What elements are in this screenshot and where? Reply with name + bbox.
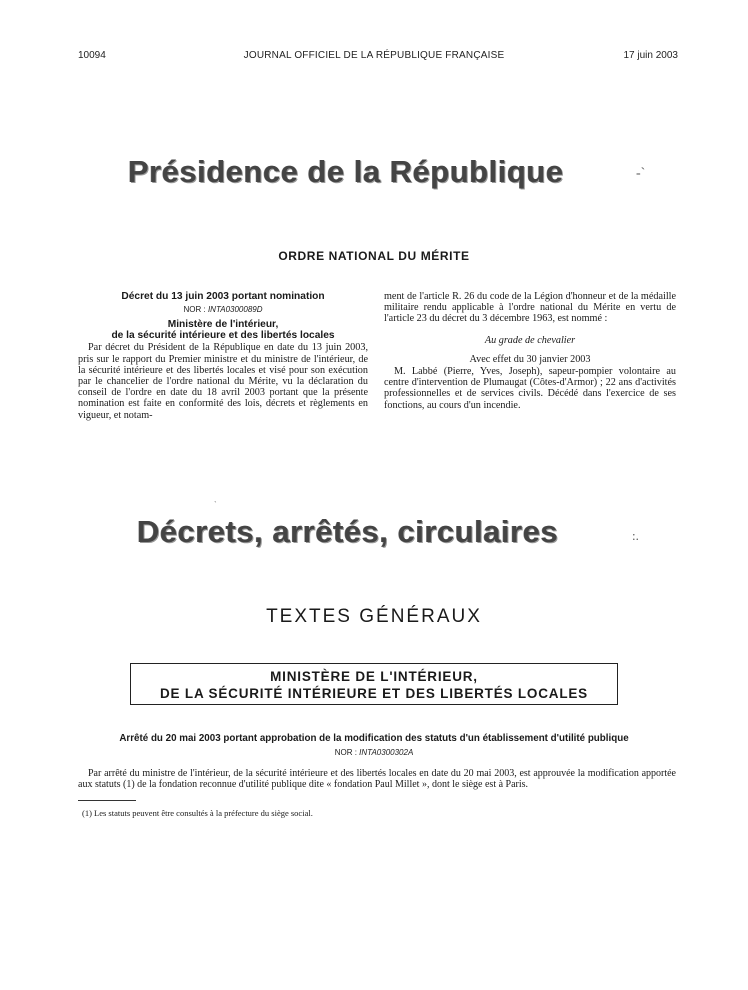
decree-title: Décret du 13 juin 2003 portant nomination [121, 291, 325, 302]
arrete-body: Par arrêté du ministre de l'intérieur, de la sécurité intérieure et des libertés locales en date du 20 mai 2003, est approuvée la modification apportée aux statuts (1) de la fondation reconnue d'utilité publique dite « fondation Paul Millet », dont le siège est à Paris. [78, 768, 676, 790]
decree-nominee: M. Labbé (Pierre, Yves, Joseph), sapeur-pompier volontaire au centre d'intervention de Plumaugat (Côtes-d'Armor) ; 22 ans d'activités professionnelles et de services civils. Décédé dans l'exercice de ses fonctions, au cours d'un incendie. [384, 366, 676, 411]
journal-title: JOURNAL OFFICIEL DE LA RÉPUBLIQUE FRANÇAISE [243, 50, 505, 61]
subsection-heading-ordre: ORDRE NATIONAL DU MÉRITE [278, 249, 470, 263]
decree-right-column [384, 291, 676, 411]
decree-ministry-line1: Ministère de l'intérieur, [167, 319, 279, 331]
heading-mark: -` [636, 166, 646, 181]
nor-code: INTA0300089D [207, 305, 263, 315]
decree-body-right: ment de l'article R. 26 du code de la Légion d'honneur et de la médaille militaire rendu applicable à l'ordre national du Mérite en vertu de l'article 23 du décret du 3 décembre 1963, est nommé : [384, 291, 676, 325]
ministry-box [130, 663, 618, 705]
section-heading-decrets: Décrets, arrêtés, circulaires [137, 514, 559, 549]
subsection-heading-textes: TEXTES GÉNÉRAUX [266, 606, 482, 627]
decree-grade: Au grade de chevalier [484, 334, 576, 346]
footnote-divider [78, 800, 136, 801]
arrete-nor [0, 748, 748, 757]
heading-mark: :. [632, 528, 639, 543]
nor-label: NOR : [334, 748, 357, 757]
decree-ministry-line2: de la sécurité intérieure et des libertés locales [111, 330, 335, 342]
arrete-title: Arrêté du 20 mai 2003 portant approbation de la modification des statuts d'un établissement d'utilité publique [119, 733, 629, 744]
decree-nor [78, 304, 368, 315]
page-date: 17 juin 2003 [623, 50, 678, 61]
page-number: 10094 [78, 50, 106, 61]
nor-code: INTA0300302A [359, 748, 414, 757]
ministry-box-line2: DE LA SÉCURITÉ INTÉRIEURE ET DES LIBERTÉS LOCALES [160, 686, 588, 701]
decree-effect: Avec effet du 30 janvier 2003 [469, 353, 591, 365]
ministry-box-line1: MINISTÈRE DE L'INTÉRIEUR, [270, 669, 478, 684]
footnote: (1) Les statuts peuvent être consultés à la préfecture du siège social. [82, 808, 313, 818]
decree-left-column [78, 291, 368, 421]
section-heading-presidence: Présidence de la République [128, 154, 564, 189]
heading-dot-mark: ` [214, 500, 217, 509]
decree-body-left: Par décret du Président de la République en date du 13 juin 2003, pris sur le rapport du Premier ministre et du ministre de l'intérieur, de la sécurité intérieure et des libertés locales et visé pour son exécution par le chancelier de l'ordre national du Mérite, vu la déclaration du conseil de l'ordre en date du 18 avril 2003 portant que la présente nomination est faite en conformité des lois, décrets et règlements en vigueur, et notam- [78, 342, 368, 421]
nor-label: NOR : [183, 305, 206, 315]
